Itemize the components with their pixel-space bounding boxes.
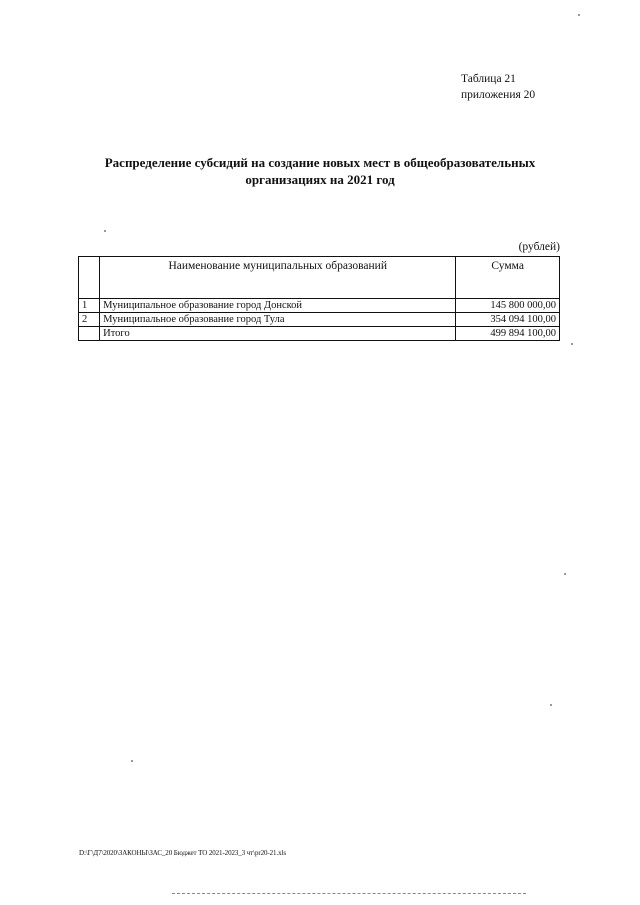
file-path-footer: D:\Г\Д7\2020\ЗАКОНЫ\ЗАС_20 Бюджет ТО 2021-2023_3 чт\pr20-21.xls [79, 849, 286, 857]
table-row [79, 299, 560, 313]
scan-speck [564, 573, 566, 575]
column-header-number [79, 257, 100, 299]
row-sum: 145 800 000,00 [456, 299, 560, 313]
row-name: Муниципальное образование город Тула [100, 313, 456, 327]
table-total-row [79, 327, 560, 341]
table-header-row [79, 257, 560, 299]
table-number: Таблица 21 [461, 73, 516, 85]
page-title [80, 154, 560, 188]
title-line-2: организациях на 2021 год [245, 172, 395, 187]
title-line-1: Распределение субсидий на создание новых мест в общеобразовательных [104, 155, 536, 170]
units-label: (рублей) [518, 241, 560, 253]
column-header-name: Наименование муниципальных образований [100, 257, 456, 299]
scan-speck [578, 14, 580, 16]
row-number: 2 [79, 313, 100, 327]
row-number [79, 327, 100, 341]
scan-speck [550, 704, 552, 706]
scan-speck [131, 760, 133, 762]
row-name: Муниципальное образование город Донской [100, 299, 456, 313]
table-reference [461, 71, 535, 103]
column-header-sum: Сумма [456, 257, 560, 299]
subsidy-table [78, 256, 560, 341]
scan-artifact-line [172, 893, 526, 894]
table-row [79, 313, 560, 327]
total-label: Итого [100, 327, 456, 341]
row-sum: 354 094 100,00 [456, 313, 560, 327]
scan-speck [104, 230, 106, 232]
scan-speck [571, 343, 573, 345]
appendix-number: приложения 20 [461, 89, 536, 101]
row-number: 1 [79, 299, 100, 313]
total-sum: 499 894 100,00 [456, 327, 560, 341]
